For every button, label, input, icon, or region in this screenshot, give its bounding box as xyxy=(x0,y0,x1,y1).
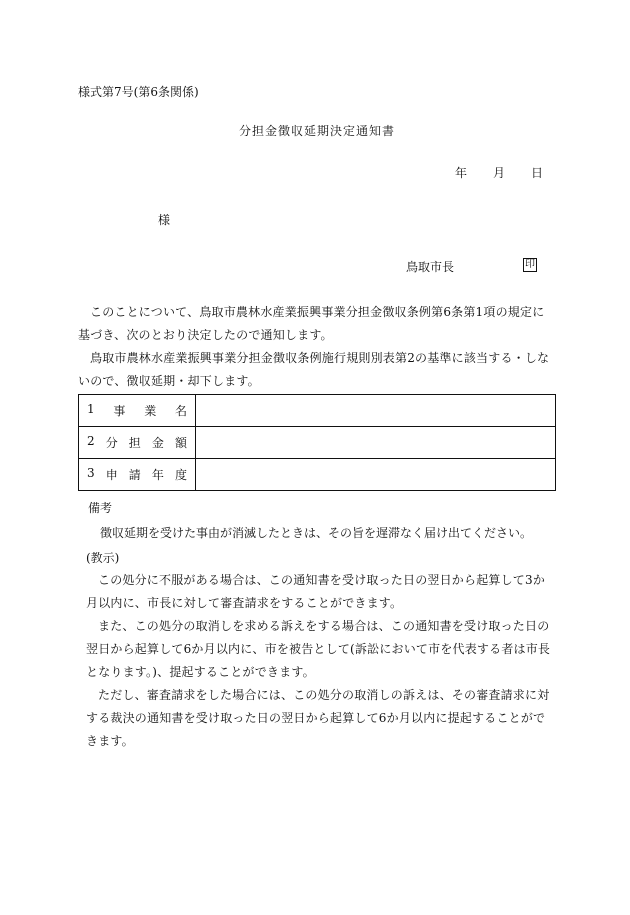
month-label: 月 xyxy=(493,166,506,180)
label-char: 担 xyxy=(128,436,141,450)
body-paragraph-1: このことについて、鳥取市農林水産業振興事業分担金徴収条例第6条第1項の規定に基づき、次のとおり決定したので通知します。 xyxy=(78,305,545,342)
issuer-name: 鳥取市長 xyxy=(406,260,455,274)
label-char: 業 xyxy=(144,404,157,418)
row-number: 3 xyxy=(87,466,95,480)
row-label-year xyxy=(79,459,196,491)
application-year-value[interactable] xyxy=(196,459,556,491)
document-title: 分担金徴収延期決定通知書 xyxy=(238,124,395,138)
table-row xyxy=(79,395,556,427)
label-char: 金 xyxy=(151,436,164,450)
remarks-text: 徴収延期を受けた事由が消滅したときは、その旨を遅滞なく届け出てください。 xyxy=(100,526,533,540)
body-paragraph-2: 鳥取市農林水産業振興事業分担金徴収条例施行規則別表第2の基準に該当する・しないので、徴収延期・却下します。 xyxy=(78,351,550,388)
date-line xyxy=(455,167,543,179)
notice-heading: (教示) xyxy=(86,551,120,565)
row-label-amount xyxy=(79,427,196,459)
details-table xyxy=(78,394,556,491)
label-char: 事 xyxy=(113,404,126,418)
remarks-heading: 備考 xyxy=(88,501,113,515)
label-char: 度 xyxy=(174,468,187,482)
label-char: 分 xyxy=(105,436,118,450)
notice-paragraph-3: ただし、審査請求をした場合には、この処分の取消しの訴えは、その審査請求に対する裁決の通知書を受け取った日の翌日から起算して6か月以内に提起することができます。 xyxy=(86,688,550,748)
label-char: 請 xyxy=(128,468,141,482)
contribution-amount-value[interactable] xyxy=(196,427,556,459)
notice-paragraph-2: また、この処分の取消しを求める訴えをする場合は、この通知書を受け取った日の翌日から起算して6か月以内に、市を被告として(訴訟において市を代表する者は市長となります。)、提起することができます。 xyxy=(86,619,551,679)
project-name-value[interactable] xyxy=(196,395,556,427)
row-number: 2 xyxy=(87,434,95,448)
notice-paragraph-1: この処分に不服がある場合は、この通知書を受け取った日の翌日から起算して3か月以内に、市長に対して審査請求をすることができます。 xyxy=(86,573,546,610)
day-label: 日 xyxy=(531,166,544,180)
label-char: 額 xyxy=(174,436,187,450)
label-char: 年 xyxy=(151,468,164,482)
table-row xyxy=(79,427,556,459)
label-char: 名 xyxy=(174,404,187,418)
year-label: 年 xyxy=(455,166,468,180)
row-number: 1 xyxy=(87,402,95,416)
form-number: 様式第7号(第6条関係) xyxy=(78,85,199,99)
table-row xyxy=(79,459,556,491)
recipient-suffix: 様 xyxy=(158,213,171,227)
label-char: 申 xyxy=(105,468,118,482)
row-label-project xyxy=(79,395,196,427)
seal-mark: 印 xyxy=(525,259,535,270)
